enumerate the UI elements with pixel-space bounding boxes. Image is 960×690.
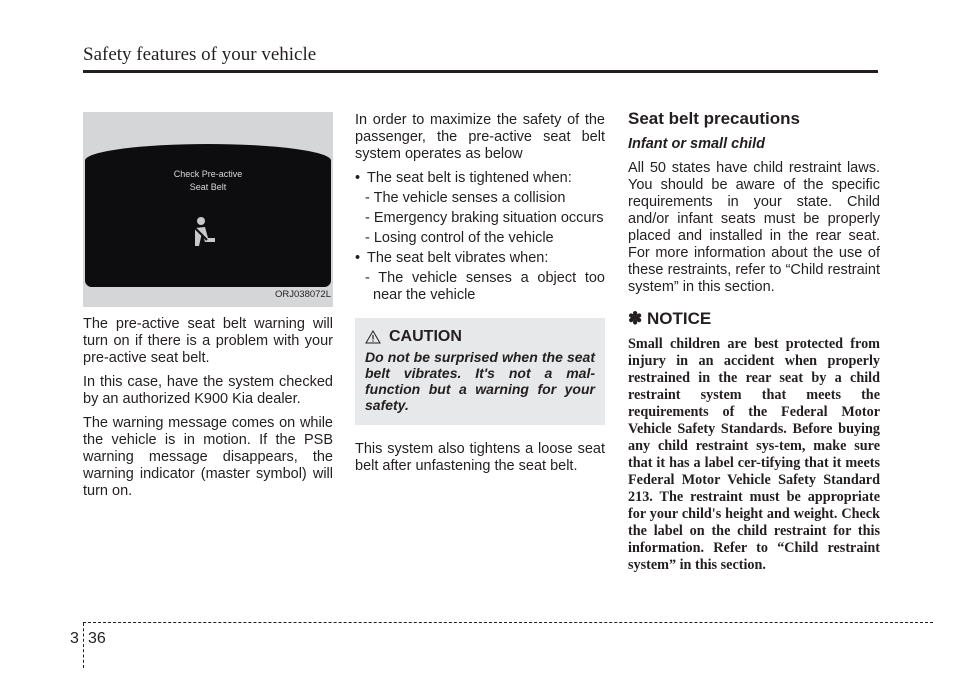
sub-item: - The vehicle senses a object too near the vehicle (365, 270, 605, 303)
bullet-item: • The seat belt vibrates when: (355, 250, 605, 267)
footer-divider (83, 623, 84, 668)
sub-item: - Losing control of the vehicle (365, 230, 554, 246)
caution-title: CAUTION (389, 328, 462, 345)
cluster-display (85, 144, 331, 287)
chapter-number: 3 (70, 630, 79, 647)
notice-text: Small children are best protected from injury in an accident when properly restrained in the rear seat by a child restraint system that meets the requirements of the Federal Motor Vehicle Safety Standards. Before buying any child restraint sys-tem, make sure that it has a label cer-tifying that it meets Federal Motor Vehicle Safety Standard 213. The restraint must be appropriate for your child's height and weight. Check the label on the child restraint for this information. Refer to “Child restraint system” in this section. (628, 336, 880, 573)
cluster-warning-figure (83, 112, 333, 307)
paragraph: In this case, have the system checked by an authorized K900 Kia dealer. (83, 374, 333, 407)
paragraph: This system also tightens a loose seat belt after unfastening the seat belt. (355, 441, 605, 474)
header-rule (83, 70, 878, 73)
paragraph: In order to maximize the safety of the passenger, the pre-active seat belt system operates as below (355, 112, 605, 162)
column-middle (355, 112, 605, 482)
cluster-message-line1: Check Pre-active (173, 169, 243, 179)
caution-header (365, 328, 595, 345)
cluster-message-line2: Seat Belt (189, 182, 227, 192)
page-header-title: Safety features of your vehicle (83, 44, 317, 65)
sub-item: - Emergency braking situation occurs (365, 210, 604, 226)
warning-triangle-icon (365, 330, 381, 344)
paragraph: All 50 states have child restraint laws. You should be aware of the specific requirements in your state. Child and/or infant seats must be properly placed and installed in the rear seat. For more information about the use of these restraints, refer to “Child restraint system” in this section. (628, 160, 880, 295)
column-left (83, 112, 333, 507)
section-heading: Seat belt precautions (628, 109, 800, 128)
sub-item: - The vehicle senses a collision (365, 190, 566, 206)
figure-code: ORJ038072L (275, 289, 331, 300)
caution-text: Do not be surprised when the seat belt vibrates. It's not a mal-function but a warning for your safety. (365, 349, 595, 413)
cluster-message (85, 168, 331, 194)
paragraph: The pre-active seat belt warning will turn on if there is a problem with your pre-active seat belt. (83, 316, 333, 366)
page-number: 36 (88, 630, 106, 647)
seatbelt-warning-icon (189, 216, 219, 250)
paragraph: The warning message comes on while the vehicle is in motion. If the PSB warning message disappears, the warning indicator (master symbol) will turn on. (83, 415, 333, 499)
column-right (628, 109, 880, 574)
notice-title: ✽ NOTICE (628, 309, 712, 328)
footer-rule (83, 622, 933, 623)
bullet-item: • The seat belt is tightened when: (355, 170, 605, 187)
caution-box (355, 318, 605, 425)
section-subheading: Infant or small child (628, 136, 765, 152)
